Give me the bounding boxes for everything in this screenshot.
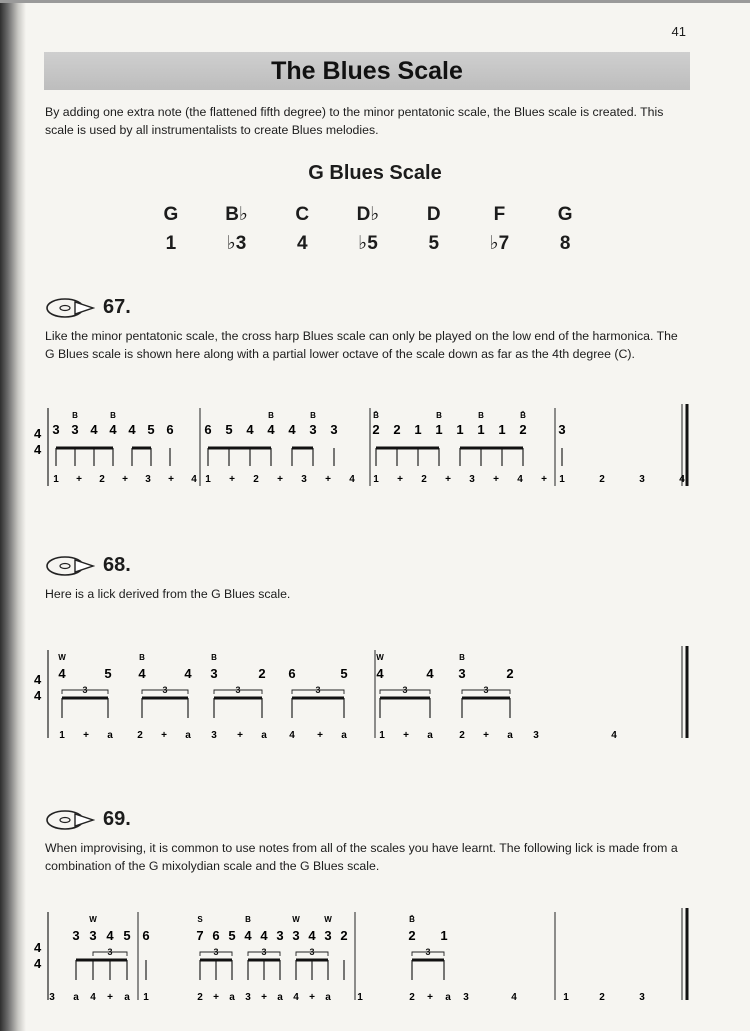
beat-count: 3 bbox=[245, 992, 251, 1003]
bend-mark: B bbox=[139, 653, 145, 662]
time-signature-top: 4 bbox=[34, 672, 42, 687]
time-signature-bottom: 4 bbox=[34, 442, 42, 457]
beat-count: 2 bbox=[137, 730, 143, 741]
example-number: 69. bbox=[103, 808, 131, 830]
tab-hole-number: 2 bbox=[519, 422, 527, 437]
tab-hole-number: 4 bbox=[58, 666, 66, 681]
tab-hole-number: 5 bbox=[147, 422, 155, 437]
tab-hole-number: 3 bbox=[292, 928, 300, 943]
tab-hole-number: 4 bbox=[267, 422, 275, 437]
cd-track-icon bbox=[45, 809, 95, 831]
scale-degree: 5 bbox=[428, 233, 440, 254]
page-title: The Blues Scale bbox=[271, 57, 463, 85]
beat-count: 4 bbox=[289, 730, 295, 741]
beat-count: 2 bbox=[459, 730, 465, 741]
tab-hole-number: 3 bbox=[72, 928, 80, 943]
beat-count: 4 bbox=[293, 992, 299, 1003]
tab-hole-number: 4 bbox=[246, 422, 254, 437]
cd-track-icon bbox=[45, 297, 95, 319]
tab-hole-number: 6 bbox=[204, 422, 212, 437]
beat-count: 4 bbox=[679, 474, 685, 485]
example-69-text: When improvising, it is common to use notes from all of the scales you have learnt. The following lick is made from a combination of the G mixolydian scale and the G Blues scale. bbox=[45, 841, 678, 873]
bend-mark: B bbox=[72, 411, 78, 420]
beat-count: + bbox=[213, 992, 219, 1003]
beat-count: 3 bbox=[211, 730, 217, 741]
example-number: 68. bbox=[103, 554, 131, 576]
triplet-number: 3 bbox=[235, 685, 241, 695]
triplet-number: 3 bbox=[483, 685, 489, 695]
example-67-heading bbox=[45, 296, 131, 319]
book-binding-edge bbox=[0, 0, 26, 1031]
beat-count: a bbox=[507, 730, 513, 741]
tab-hole-number: 1 bbox=[440, 928, 448, 943]
intro-paragraph: By adding one extra note (the flattened fifth degree) to the minor pentatonic scale, the Blues scale is created. This scale is used by all instrumentalists to create Blues melodies. bbox=[45, 105, 664, 137]
time-signature-top: 4 bbox=[34, 940, 42, 955]
beat-count: 3 bbox=[639, 992, 645, 1003]
tab-hole-number: 1 bbox=[435, 422, 443, 437]
example-67-staff bbox=[30, 404, 700, 494]
tab-hole-number: 1 bbox=[477, 422, 485, 437]
example-69-heading bbox=[45, 808, 131, 831]
bend-mark: B bbox=[268, 411, 274, 420]
beat-count: 1 bbox=[373, 474, 379, 485]
beat-count: + bbox=[317, 730, 323, 741]
scale-degree: 1 bbox=[165, 233, 177, 254]
tab-notation bbox=[30, 404, 700, 494]
tab-hole-number: 5 bbox=[225, 422, 233, 437]
bend-mark: B bbox=[478, 411, 484, 420]
tab-hole-number: 5 bbox=[123, 928, 131, 943]
triplet-number: 3 bbox=[162, 685, 168, 695]
tab-hole-number: 7 bbox=[196, 928, 204, 943]
beat-count: 1 bbox=[563, 992, 569, 1003]
beat-count: 3 bbox=[533, 730, 539, 741]
tab-hole-number: 3 bbox=[89, 928, 97, 943]
triplet-number: 3 bbox=[82, 685, 88, 695]
beat-count: a bbox=[277, 992, 283, 1003]
beat-count: + bbox=[122, 474, 128, 485]
beat-count: a bbox=[427, 730, 433, 741]
beat-count: + bbox=[445, 474, 451, 485]
beat-count: 1 bbox=[379, 730, 385, 741]
tab-hole-number: 3 bbox=[309, 422, 317, 437]
tab-hole-number: 3 bbox=[210, 666, 218, 681]
bend-mark: B bbox=[245, 915, 251, 924]
example-67-text: Like the minor pentatonic scale, the cross harp Blues scale can only be played on the low end of the harmonica. The G Blues scale is shown here along with a partial lower octave of the scale down as far as the 4th degree (C). bbox=[45, 329, 678, 361]
tab-hole-number: 6 bbox=[212, 928, 220, 943]
tab-notation bbox=[30, 646, 700, 746]
tab-hole-number: 3 bbox=[324, 928, 332, 943]
beat-count: 1 bbox=[205, 474, 211, 485]
tab-hole-number: 4 bbox=[106, 928, 114, 943]
tab-hole-number: 2 bbox=[340, 928, 348, 943]
beat-count: 1 bbox=[59, 730, 65, 741]
beat-count: + bbox=[83, 730, 89, 741]
bend-mark: B bbox=[459, 653, 465, 662]
beat-count: 2 bbox=[599, 992, 605, 1003]
beat-count: + bbox=[168, 474, 174, 485]
tab-hole-number: 4 bbox=[288, 422, 296, 437]
tab-hole-number: 1 bbox=[498, 422, 506, 437]
tab-hole-number: 1 bbox=[414, 422, 422, 437]
bend-mark: W bbox=[58, 653, 66, 662]
tab-hole-number: 3 bbox=[52, 422, 60, 437]
scale-degree: 8 bbox=[559, 233, 571, 254]
scale-degree: 4 bbox=[297, 233, 308, 254]
title-banner bbox=[44, 52, 690, 90]
beat-count: 3 bbox=[301, 474, 307, 485]
triplet-number: 3 bbox=[402, 685, 408, 695]
bend-mark: B bbox=[436, 411, 442, 420]
beat-count: 1 bbox=[559, 474, 565, 485]
beat-count: 2 bbox=[409, 992, 415, 1003]
tab-hole-number: 5 bbox=[340, 666, 348, 681]
tab-hole-number: 4 bbox=[260, 928, 268, 943]
bend-mark: B̄ bbox=[520, 411, 526, 420]
scale-note: G bbox=[557, 204, 573, 225]
tab-hole-number: 4 bbox=[426, 666, 434, 681]
bend-mark: W bbox=[292, 915, 300, 924]
time-signature-bottom: 4 bbox=[34, 688, 42, 703]
beat-count: + bbox=[541, 474, 547, 485]
beat-count: + bbox=[107, 992, 113, 1003]
page-top-edge bbox=[0, 0, 750, 3]
scale-heading: G Blues Scale bbox=[308, 162, 442, 184]
bend-mark: B̄ bbox=[373, 411, 379, 420]
tab-hole-number: 4 bbox=[109, 422, 117, 437]
example-number: 67. bbox=[103, 296, 131, 318]
beat-count: 4 bbox=[511, 992, 517, 1003]
tab-hole-number: 6 bbox=[166, 422, 174, 437]
beat-count: 1 bbox=[143, 992, 149, 1003]
beat-count: + bbox=[403, 730, 409, 741]
beat-count: + bbox=[493, 474, 499, 485]
example-69-staff bbox=[30, 908, 700, 1008]
tab-hole-number: 1 bbox=[456, 422, 464, 437]
bend-mark: W bbox=[376, 653, 384, 662]
beat-count: a bbox=[185, 730, 191, 741]
beat-count: 4 bbox=[191, 474, 197, 485]
scale-note: C bbox=[295, 204, 310, 225]
tab-hole-number: 4 bbox=[90, 422, 98, 437]
beat-count: + bbox=[277, 474, 283, 485]
bend-mark: B bbox=[310, 411, 316, 420]
beat-count: a bbox=[341, 730, 347, 741]
tab-hole-number: 2 bbox=[408, 928, 416, 943]
beat-count: a bbox=[107, 730, 113, 741]
scale-note: D♭ bbox=[356, 204, 380, 225]
tab-hole-number: 3 bbox=[330, 422, 338, 437]
beat-count: + bbox=[76, 474, 82, 485]
bend-mark: W bbox=[324, 915, 332, 924]
cd-track-icon bbox=[45, 555, 95, 577]
triplet-number: 3 bbox=[315, 685, 321, 695]
tab-hole-number: 2 bbox=[258, 666, 266, 681]
tab-hole-number: 4 bbox=[376, 666, 384, 681]
bend-mark: S bbox=[197, 915, 203, 924]
beat-count: + bbox=[325, 474, 331, 485]
triplet-number: 3 bbox=[309, 947, 315, 957]
tab-notation bbox=[30, 908, 700, 1008]
tab-hole-number: 4 bbox=[244, 928, 252, 943]
beat-count: 3 bbox=[639, 474, 645, 485]
beat-count: 2 bbox=[197, 992, 203, 1003]
page-number: 41 bbox=[671, 24, 686, 39]
scale-degree: ♭7 bbox=[489, 233, 510, 254]
beat-count: 3 bbox=[469, 474, 475, 485]
beat-count: 3 bbox=[463, 992, 469, 1003]
beat-count: + bbox=[309, 992, 315, 1003]
tab-hole-number: 2 bbox=[393, 422, 401, 437]
tab-hole-number: 4 bbox=[128, 422, 136, 437]
bend-mark: W bbox=[89, 915, 97, 924]
beat-count: + bbox=[483, 730, 489, 741]
example-68-staff bbox=[30, 646, 700, 746]
beat-count: a bbox=[445, 992, 451, 1003]
tab-hole-number: 4 bbox=[138, 666, 146, 681]
triplet-number: 3 bbox=[261, 947, 267, 957]
scale-degrees-row bbox=[138, 229, 598, 258]
scale-table bbox=[138, 200, 598, 258]
tab-hole-number: 3 bbox=[71, 422, 79, 437]
beat-count: 4 bbox=[90, 992, 96, 1003]
triplet-number: 3 bbox=[425, 947, 431, 957]
scale-note: F bbox=[493, 204, 506, 225]
beat-count: 1 bbox=[53, 474, 59, 485]
beat-count: 1 bbox=[357, 992, 363, 1003]
beat-count: 2 bbox=[99, 474, 105, 485]
tab-hole-number: 6 bbox=[142, 928, 150, 943]
example-68-heading bbox=[45, 554, 131, 577]
beat-count: 4 bbox=[349, 474, 355, 485]
beat-count: a bbox=[73, 992, 79, 1003]
bend-mark: B̄ bbox=[409, 915, 415, 924]
beat-count: + bbox=[397, 474, 403, 485]
triplet-number: 3 bbox=[213, 947, 219, 957]
scale-degree: ♭5 bbox=[358, 233, 378, 254]
beat-count: 2 bbox=[599, 474, 605, 485]
tab-hole-number: 4 bbox=[184, 666, 192, 681]
beat-count: + bbox=[237, 730, 243, 741]
tab-hole-number: 5 bbox=[104, 666, 112, 681]
scale-notes-row bbox=[138, 200, 598, 229]
beat-count: + bbox=[427, 992, 433, 1003]
beat-count: 4 bbox=[611, 730, 617, 741]
time-signature-bottom: 4 bbox=[34, 956, 42, 971]
beat-count: a bbox=[124, 992, 130, 1003]
bend-mark: B bbox=[211, 653, 217, 662]
example-68-text: Here is a lick derived from the G Blues scale. bbox=[45, 587, 291, 601]
beat-count: + bbox=[261, 992, 267, 1003]
beat-count: + bbox=[161, 730, 167, 741]
beat-count: 2 bbox=[253, 474, 259, 485]
beat-count: a bbox=[325, 992, 331, 1003]
triplet-number: 3 bbox=[107, 947, 113, 957]
tab-hole-number: 2 bbox=[506, 666, 514, 681]
scale-note: D bbox=[426, 204, 441, 225]
scale-note: G bbox=[163, 204, 179, 225]
tab-hole-number: 6 bbox=[288, 666, 296, 681]
beat-count: 3 bbox=[49, 992, 55, 1003]
beat-count: + bbox=[229, 474, 235, 485]
beat-count: a bbox=[261, 730, 267, 741]
scale-note: B♭ bbox=[225, 204, 248, 225]
beat-count: a bbox=[229, 992, 235, 1003]
tab-hole-number: 3 bbox=[558, 422, 566, 437]
scale-degree: ♭3 bbox=[226, 233, 247, 254]
beat-count: 3 bbox=[145, 474, 151, 485]
beat-count: 4 bbox=[517, 474, 523, 485]
bend-mark: B bbox=[110, 411, 116, 420]
tab-hole-number: 3 bbox=[276, 928, 284, 943]
tab-hole-number: 3 bbox=[458, 666, 466, 681]
beat-count: 2 bbox=[421, 474, 427, 485]
tab-hole-number: 5 bbox=[228, 928, 236, 943]
time-signature-top: 4 bbox=[34, 426, 42, 441]
tab-hole-number: 2 bbox=[372, 422, 380, 437]
tab-hole-number: 4 bbox=[308, 928, 316, 943]
